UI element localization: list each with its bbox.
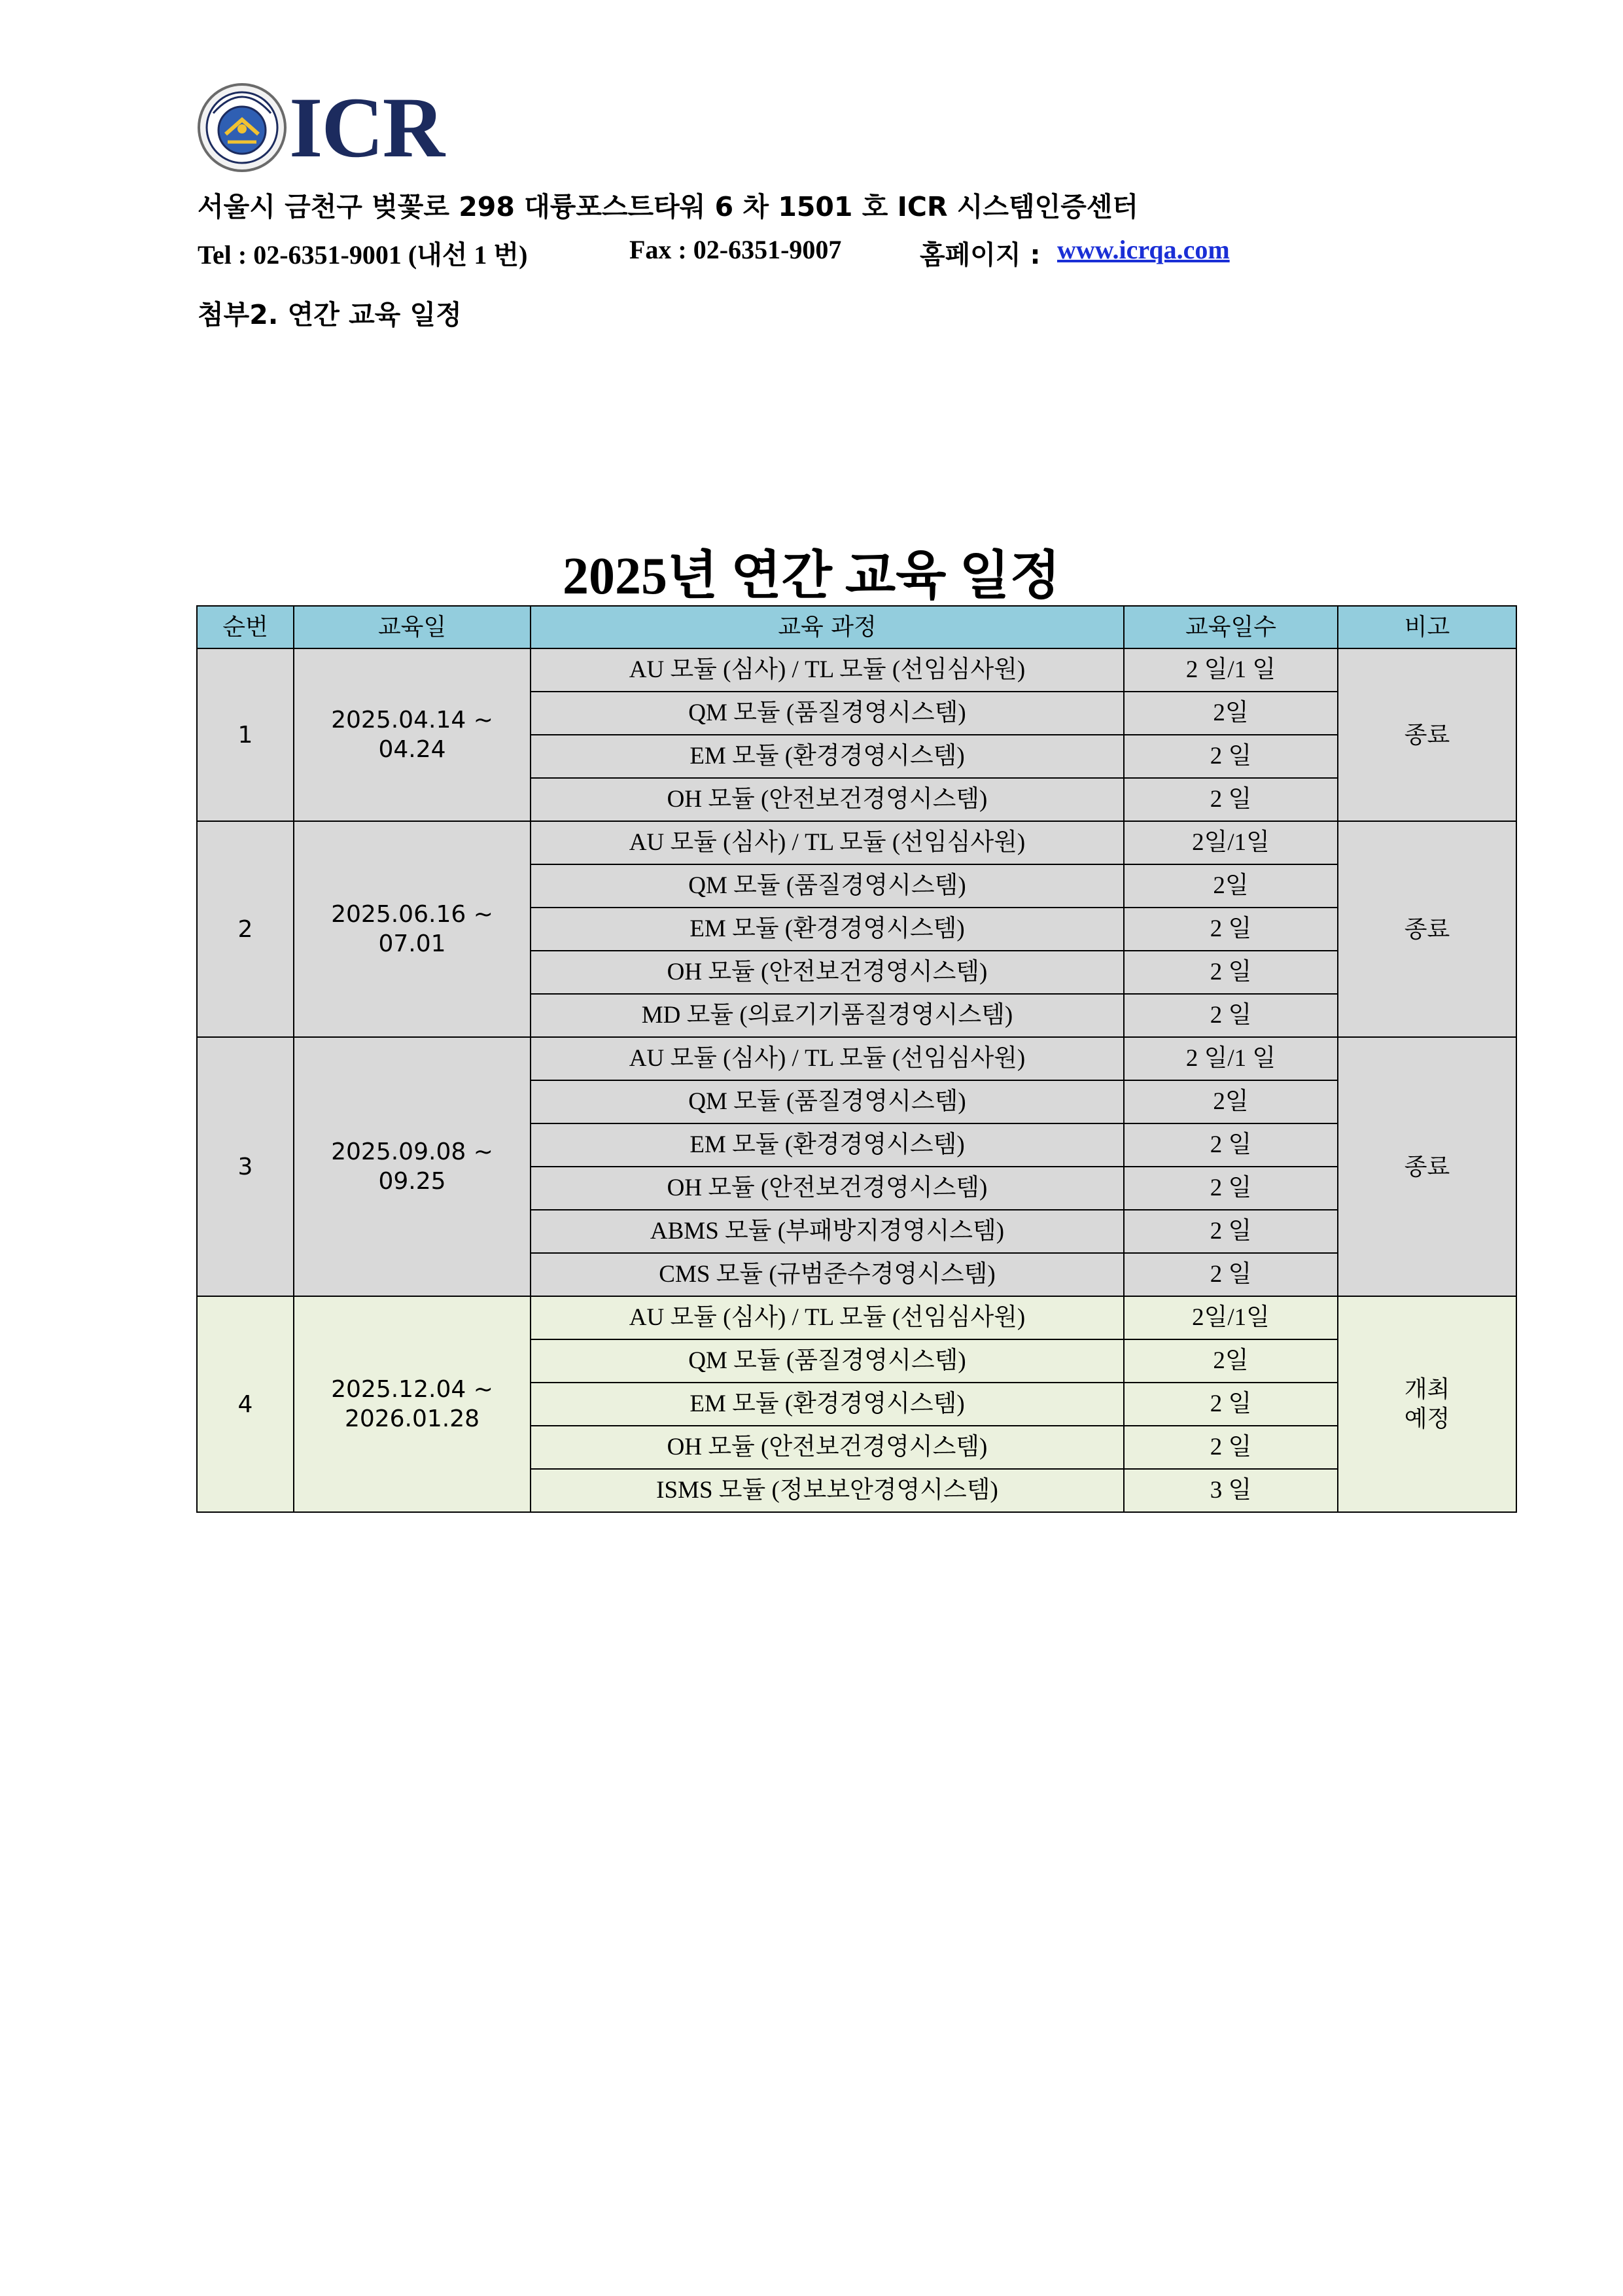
course-name: OH 모듈 (안전보건경영시스템) — [531, 778, 1124, 821]
training-dates — [294, 648, 531, 821]
course-days: 2일 — [1124, 1080, 1338, 1123]
table-row — [197, 821, 1516, 864]
course-name: AU 모듈 (심사) / TL 모듈 (선임심사원) — [531, 821, 1124, 864]
course-days: 2 일 — [1124, 1253, 1338, 1296]
course-name: ISMS 모듈 (정보보안경영시스템) — [531, 1469, 1124, 1512]
sequence-number: 3 — [197, 1037, 294, 1296]
logo-wordmark: ICR — [289, 79, 444, 175]
training-dates — [294, 1296, 531, 1512]
homepage-link[interactable]: www.icrqa.com — [1057, 235, 1230, 264]
course-name: QM 모듈 (품질경영시스템) — [531, 692, 1124, 735]
course-name: CMS 모듈 (규범준수경영시스템) — [531, 1253, 1124, 1296]
column-header: 순번 — [197, 606, 294, 648]
course-name: QM 모듈 (품질경영시스템) — [531, 864, 1124, 908]
date-start: 2025.04.14 ~ — [331, 707, 493, 733]
column-header: 교육일수 — [1124, 606, 1338, 648]
course-name: MD 모듈 (의료기기품질경영시스템) — [531, 994, 1124, 1037]
status-note: 종료 — [1338, 648, 1516, 821]
tel-text: Tel : 02-6351-9001 (내선 1 번) — [198, 240, 528, 270]
course-name: QM 모듈 (품질경영시스템) — [531, 1339, 1124, 1383]
course-days: 2 일 — [1124, 1210, 1338, 1253]
course-days: 2 일 — [1124, 1383, 1338, 1426]
course-days: 2 일 — [1124, 951, 1338, 994]
course-days: 2 일 — [1124, 994, 1338, 1037]
course-name: OH 모듈 (안전보건경영시스템) — [531, 951, 1124, 994]
course-days: 2 일 — [1124, 1123, 1338, 1167]
date-end: 04.24 — [378, 736, 446, 763]
page-title: 2025년 연간 교육 일정 — [563, 548, 1060, 605]
column-header: 비고 — [1338, 606, 1516, 648]
course-days: 2 일 — [1124, 908, 1338, 951]
column-header: 교육일 — [294, 606, 531, 648]
table-header-row — [197, 606, 1516, 648]
course-name: OH 모듈 (안전보건경영시스템) — [531, 1167, 1124, 1210]
course-days: 2일/1일 — [1124, 1296, 1338, 1339]
date-end: 2026.01.28 — [344, 1405, 480, 1432]
status-note-line: 개최 — [1404, 1376, 1450, 1403]
course-name: AU 모듈 (심사) / TL 모듈 (선임심사원) — [531, 1037, 1124, 1080]
column-header: 교육 과정 — [531, 606, 1124, 648]
course-name: EM 모듈 (환경경영시스템) — [531, 1123, 1124, 1167]
course-days: 2 일 — [1124, 1426, 1338, 1469]
icr-logo — [196, 79, 444, 175]
course-days: 2일 — [1124, 692, 1338, 735]
date-end: 09.25 — [378, 1168, 446, 1195]
date-start: 2025.06.16 ~ — [331, 901, 493, 928]
status-note: 종료 — [1338, 1037, 1516, 1296]
fax-text: Fax : 02-6351-9007 — [629, 235, 842, 264]
course-days: 2 일 — [1124, 1167, 1338, 1210]
status-note: 종료 — [1338, 821, 1516, 1037]
course-name: OH 모듈 (안전보건경영시스템) — [531, 1426, 1124, 1469]
course-name: EM 모듈 (환경경영시스템) — [531, 908, 1124, 951]
table-row — [197, 1037, 1516, 1080]
sequence-number: 2 — [197, 821, 294, 1037]
course-name: AU 모듈 (심사) / TL 모듈 (선임심사원) — [531, 648, 1124, 692]
attachment-label: 첨부2. 연간 교육 일정 — [198, 299, 462, 330]
course-name: QM 모듈 (품질경영시스템) — [531, 1080, 1124, 1123]
course-days: 2 일/1 일 — [1124, 648, 1338, 692]
course-days: 2일 — [1124, 1339, 1338, 1383]
sequence-number: 1 — [197, 648, 294, 821]
course-days: 3 일 — [1124, 1469, 1338, 1512]
table-row — [197, 1296, 1516, 1339]
status-note-line: 예정 — [1404, 1405, 1450, 1432]
course-name: ABMS 모듈 (부패방지경영시스템) — [531, 1210, 1124, 1253]
course-name: EM 모듈 (환경경영시스템) — [531, 1383, 1124, 1426]
homepage-label: 홈페이지 : — [920, 240, 1041, 270]
date-start: 2025.09.08 ~ — [331, 1139, 493, 1165]
course-days: 2 일/1 일 — [1124, 1037, 1338, 1080]
table-row — [197, 648, 1516, 692]
course-days: 2 일 — [1124, 778, 1338, 821]
status-note — [1338, 1296, 1516, 1512]
training-dates — [294, 1037, 531, 1296]
icr-seal-icon — [196, 82, 288, 173]
sequence-number: 4 — [197, 1296, 294, 1512]
company-address: 서울시 금천구 벚꽃로 298 대륭포스트타워 6 차 1501 호 ICR 시스템인증센터 — [198, 191, 1139, 222]
course-days: 2일 — [1124, 864, 1338, 908]
course-name: EM 모듈 (환경경영시스템) — [531, 735, 1124, 778]
date-start: 2025.12.04 ~ — [331, 1376, 493, 1403]
date-end: 07.01 — [378, 930, 446, 957]
course-name: AU 모듈 (심사) / TL 모듈 (선임심사원) — [531, 1296, 1124, 1339]
course-days: 2일/1일 — [1124, 821, 1338, 864]
training-dates — [294, 821, 531, 1037]
course-days: 2 일 — [1124, 735, 1338, 778]
schedule-table — [196, 605, 1517, 1513]
